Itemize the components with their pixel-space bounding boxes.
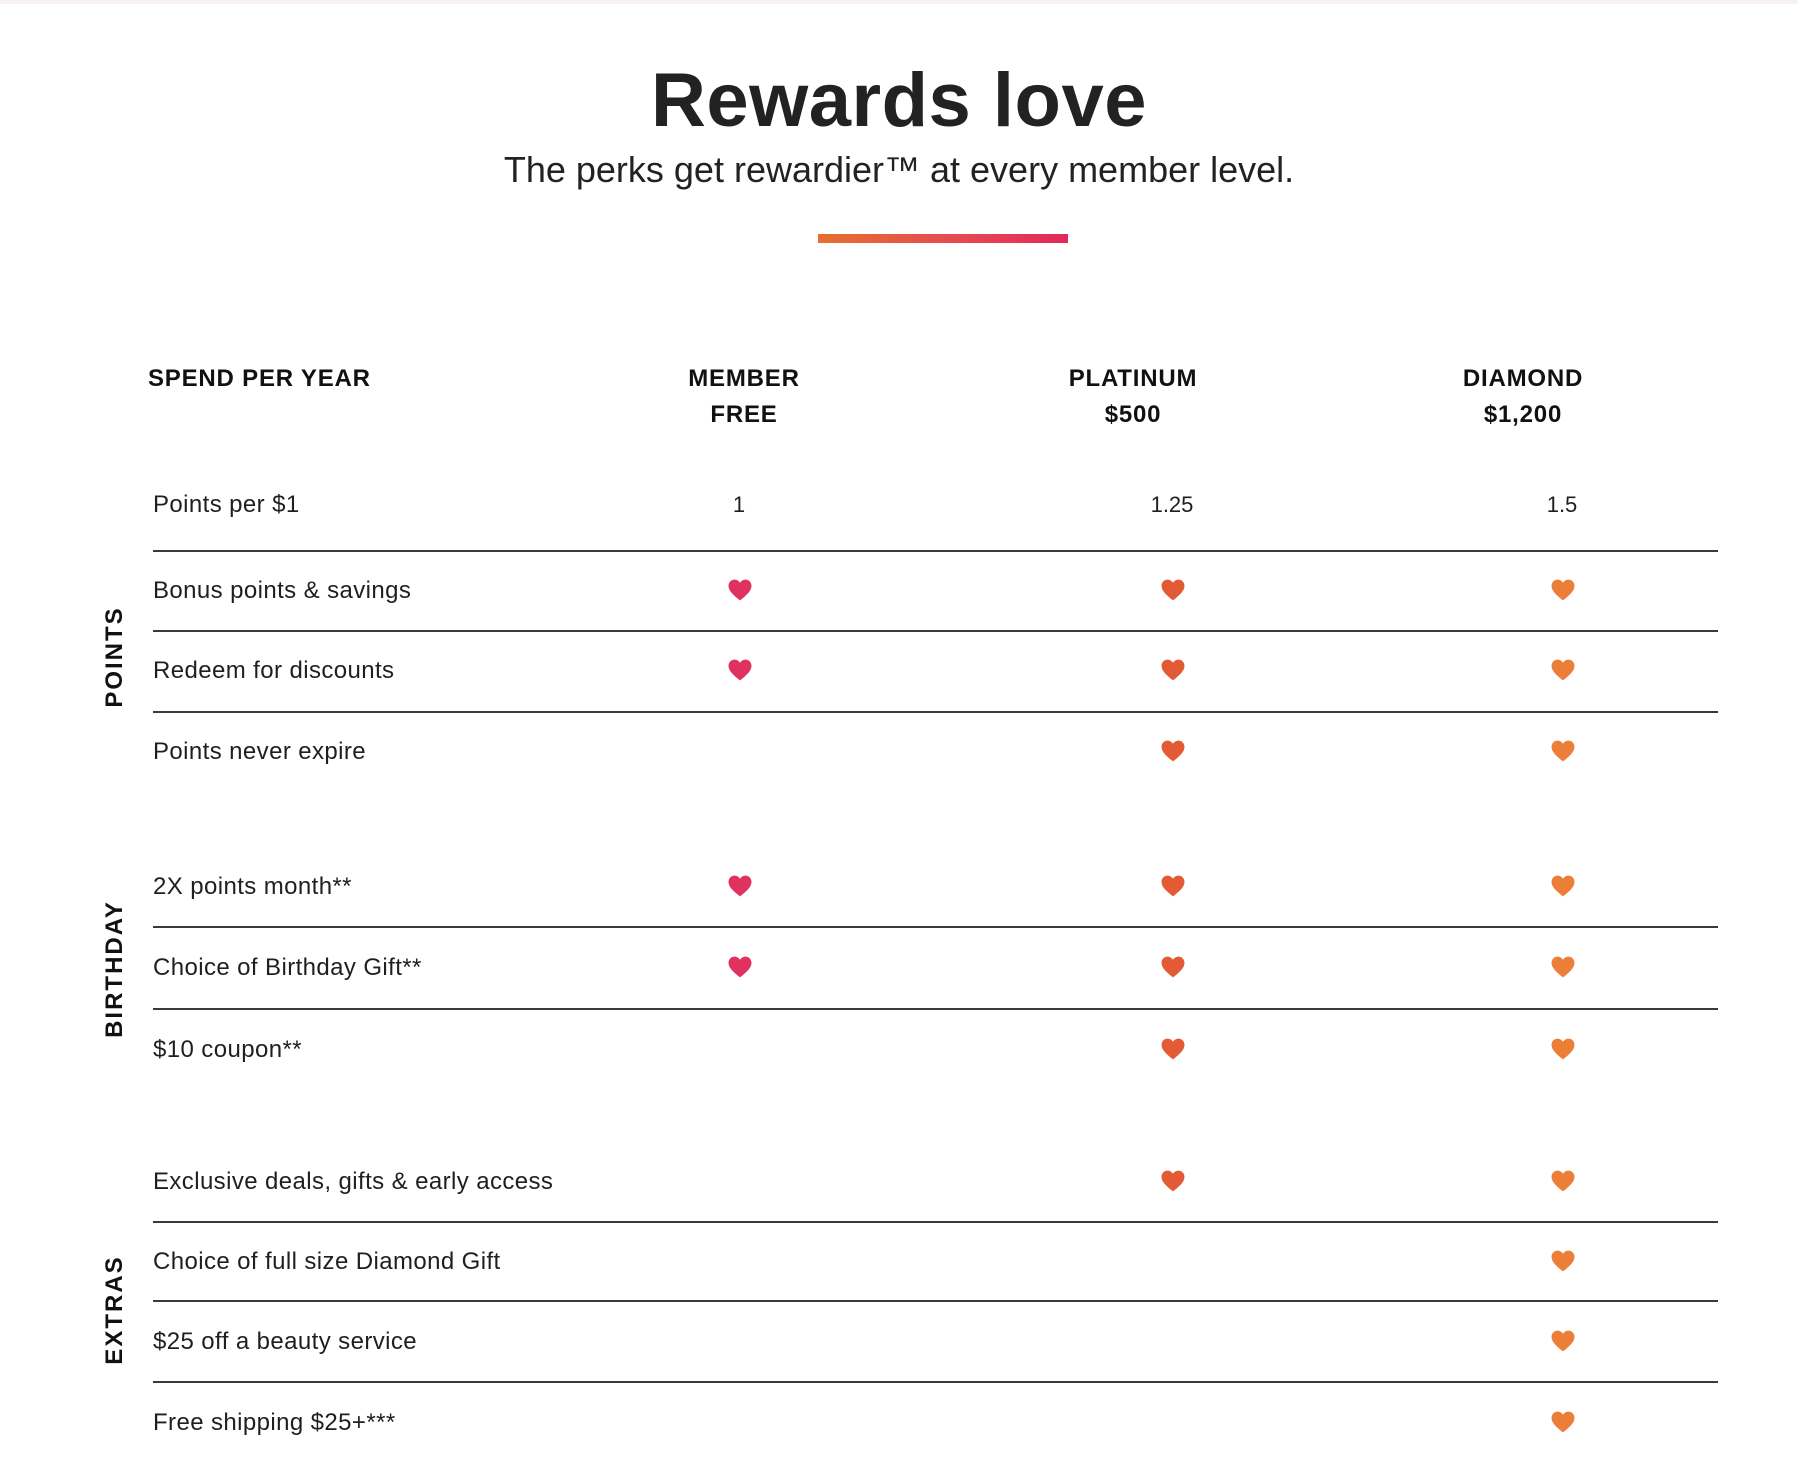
row-label: $25 off a beauty service xyxy=(153,1328,417,1355)
tier-name: DIAMOND xyxy=(1462,365,1584,392)
row-divider xyxy=(153,711,1718,713)
included-diamond-cell xyxy=(1548,1169,1578,1199)
heart-icon xyxy=(1550,1037,1576,1061)
included-diamond-cell xyxy=(1548,874,1578,904)
included-diamond-cell xyxy=(1548,1329,1578,1359)
included-member-cell xyxy=(725,658,755,688)
tier-spend: $500 xyxy=(1104,401,1162,428)
included-member-cell xyxy=(725,955,755,985)
included-platinum-cell xyxy=(1158,1037,1188,1067)
heart-icon xyxy=(1160,1169,1186,1193)
included-platinum-cell xyxy=(1158,1169,1188,1199)
heart-icon xyxy=(1550,658,1576,682)
included-platinum-cell xyxy=(1158,874,1188,904)
heart-icon xyxy=(727,955,753,979)
section-label-points: POINTS xyxy=(101,606,128,708)
row-label: Exclusive deals, gifts & early access xyxy=(153,1168,554,1195)
tier-header-member xyxy=(624,361,864,433)
page-subtitle: The perks get rewardier™ at every member level. xyxy=(503,149,1295,190)
tier-name: PLATINUM xyxy=(1068,365,1198,392)
points-per-dollar-diamond: 1.5 xyxy=(1546,492,1578,517)
row-label: Free shipping $25+*** xyxy=(153,1409,396,1436)
included-platinum-cell xyxy=(1158,739,1188,769)
heart-icon xyxy=(1550,739,1576,763)
tier-name: MEMBER xyxy=(688,365,800,392)
heart-icon xyxy=(727,578,753,602)
row-label: Redeem for discounts xyxy=(153,657,395,684)
heart-icon xyxy=(1550,1410,1576,1434)
included-platinum-cell xyxy=(1158,578,1188,608)
heart-icon xyxy=(1550,955,1576,979)
heart-icon xyxy=(727,658,753,682)
included-platinum-cell xyxy=(1158,658,1188,688)
spend-per-year-header: SPEND PER YEAR xyxy=(148,365,371,392)
row-label: 2X points month** xyxy=(153,873,352,900)
included-member-cell xyxy=(725,874,755,904)
top-border xyxy=(0,0,1798,4)
included-diamond-cell xyxy=(1548,658,1578,688)
heart-icon xyxy=(1550,578,1576,602)
row-label: Choice of full size Diamond Gift xyxy=(153,1248,501,1275)
included-diamond-cell xyxy=(1548,578,1578,608)
heart-icon xyxy=(1160,658,1186,682)
heart-icon xyxy=(1550,1249,1576,1273)
heart-icon xyxy=(1550,1329,1576,1353)
row-divider xyxy=(153,1008,1718,1010)
included-platinum-cell xyxy=(1158,955,1188,985)
tier-spend: $1,200 xyxy=(1483,401,1563,428)
row-label: Points never expire xyxy=(153,738,367,765)
tier-header-platinum xyxy=(1013,361,1253,433)
row-divider xyxy=(153,630,1718,632)
tier-header-diamond xyxy=(1403,361,1643,433)
heart-icon xyxy=(1160,578,1186,602)
accent-divider xyxy=(818,234,1068,243)
row-label: Points per $1 xyxy=(153,491,300,518)
row-divider xyxy=(153,1221,1718,1223)
included-member-cell xyxy=(725,578,755,608)
row-label: Choice of Birthday Gift** xyxy=(153,954,422,981)
heart-icon xyxy=(1550,874,1576,898)
row-divider xyxy=(153,926,1718,928)
included-diamond-cell xyxy=(1548,1037,1578,1067)
row-divider xyxy=(153,550,1718,552)
row-divider xyxy=(153,1381,1718,1383)
tier-spend: FREE xyxy=(710,401,778,428)
included-diamond-cell xyxy=(1548,739,1578,769)
heart-icon xyxy=(1550,1169,1576,1193)
section-label-extras: EXTRAS xyxy=(101,1255,128,1365)
heart-icon xyxy=(1160,1037,1186,1061)
included-diamond-cell xyxy=(1548,955,1578,985)
points-per-dollar-platinum: 1.25 xyxy=(1150,492,1194,517)
points-per-dollar-member: 1 xyxy=(732,492,746,517)
section-label-birthday: BIRTHDAY xyxy=(101,900,128,1038)
heart-icon xyxy=(727,874,753,898)
heart-icon xyxy=(1160,874,1186,898)
heart-icon xyxy=(1160,739,1186,763)
row-divider xyxy=(153,1300,1718,1302)
row-label: $10 coupon** xyxy=(153,1036,302,1063)
page-title: Rewards love xyxy=(651,58,1147,143)
row-label: Bonus points & savings xyxy=(153,577,412,604)
included-diamond-cell xyxy=(1548,1410,1578,1440)
heart-icon xyxy=(1160,955,1186,979)
included-diamond-cell xyxy=(1548,1249,1578,1279)
